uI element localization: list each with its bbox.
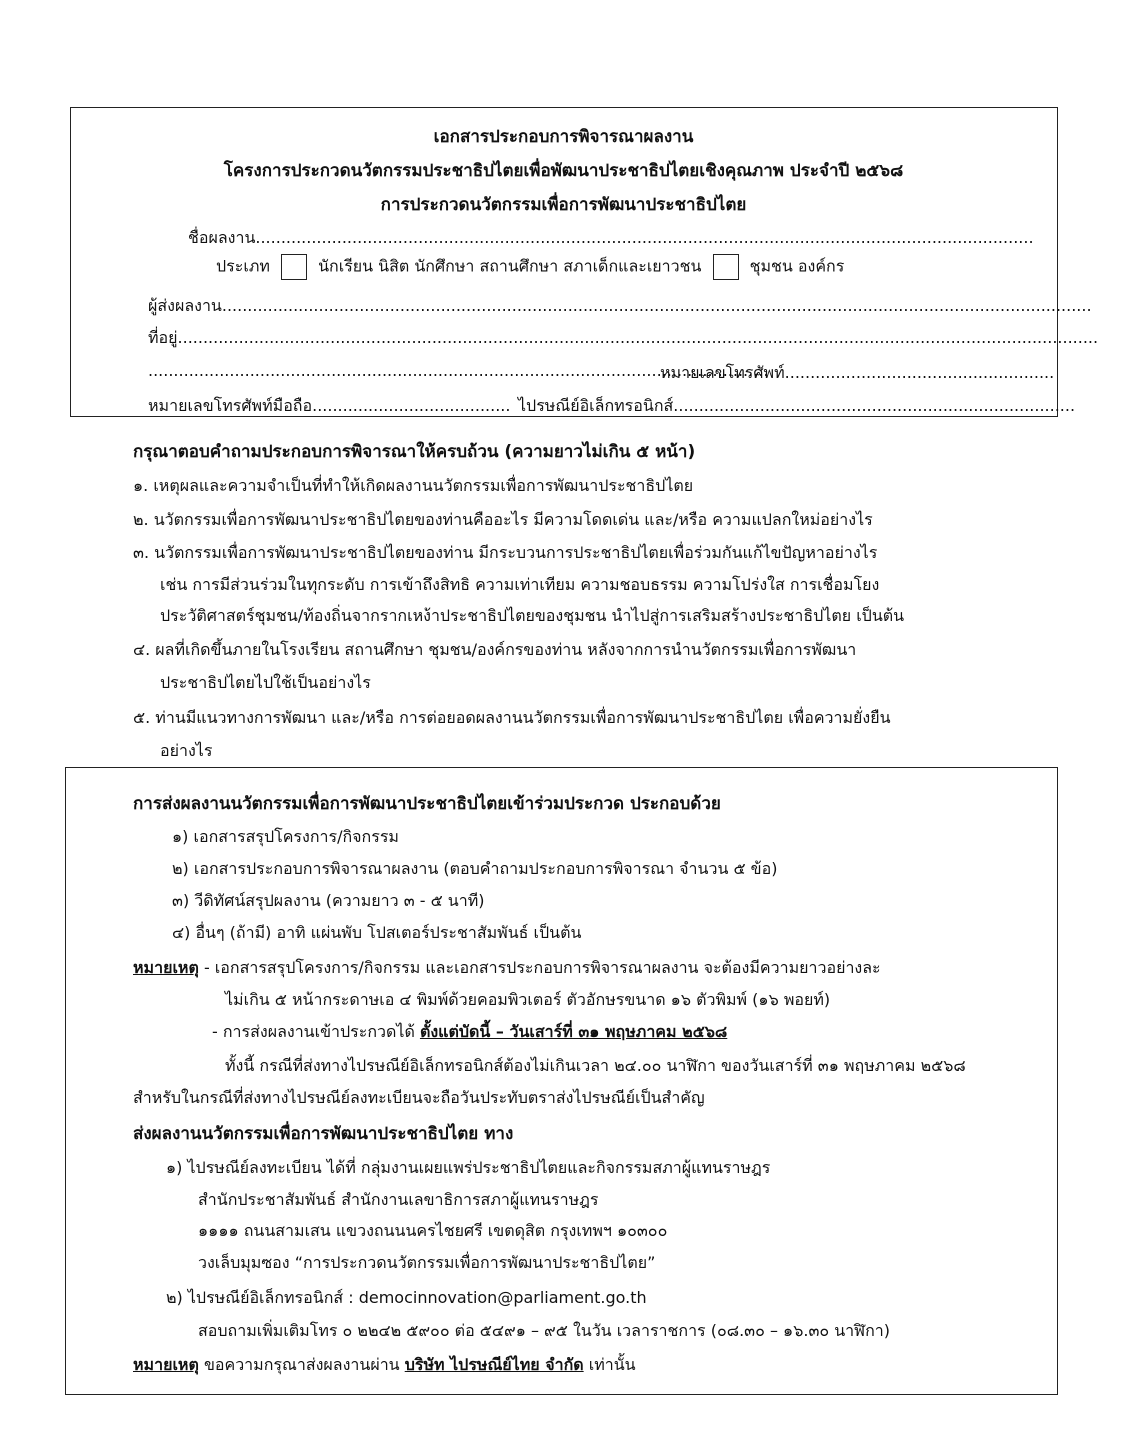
note-3-line-2: สำหรับในกรณีที่ส่งทางไปรษณีย์ลงทะเบียนจะถือวันประทับตราส่งไปรษณีย์เป็นสำคัญ xyxy=(133,1088,705,1107)
final-note-label: หมายเหตุ xyxy=(133,1355,199,1374)
note-1-text: - เอกสารสรุปโครงการ/กิจกรรม และเอกสารประกอบการพิจารณาผลงาน จะต้องมีความยาวอย่างละ xyxy=(198,958,881,977)
note-label: หมายเหตุ xyxy=(133,958,199,977)
address-field[interactable]: ที่อยู่..................................................................................................................................................................................... xyxy=(148,328,1099,347)
type-community-checkbox[interactable] xyxy=(713,254,739,280)
submission-item-4: ๔) อื่นๆ (ถ้ามี) อาทิ แผ่นพับ โปสเตอร์ประชาสัมพันธ์ เป็นต้น xyxy=(172,923,582,942)
sender-field[interactable]: ผู้ส่งผลงาน........................................................................................................................................................................... xyxy=(148,296,1092,315)
address-line2-field[interactable]: .......................................................................................................................... xyxy=(148,361,769,380)
form-title-3: การประกวดนวัตกรรมเพื่อการพัฒนาประชาธิปไตย xyxy=(380,195,747,215)
type-student-label: นักเรียน นิสิต นักศึกษา สถานศึกษา สภาเด็กและเยาวชน xyxy=(318,256,702,276)
question-4-line-2: ประชาธิปไตยไปใช้เป็นอย่างไร xyxy=(160,673,371,692)
question-3-line-2: เช่น การมีส่วนร่วมในทุกระดับ การเข้าถึงสิทธิ ความเท่าเทียม ความชอบธรรม ความโปร่งใส การเชื่อมโยง xyxy=(160,575,880,594)
type-label: ประเภท xyxy=(216,256,270,276)
note-1-line-1 xyxy=(133,956,881,981)
phone-field[interactable]: หมายเลขโทรศัพท์..................................................... xyxy=(660,363,1055,382)
note-1-line-2: ไม่เกิน ๕ หน้ากระดาษเอ ๔ พิมพ์ด้วยคอมพิวเตอร์ ตัวอักษรขนาด ๑๖ ตัวพิมพ์ (๑๖ พอยท์) xyxy=(225,990,831,1009)
final-note xyxy=(133,1353,636,1378)
submission-item-2: ๒) เอกสารประกอบการพิจารณาผลงาน (ตอบคำถามประกอบการพิจารณา จำนวน ๕ ข้อ) xyxy=(172,859,778,878)
question-3-line-3: ประวัติศาสตร์ชุมชน/ท้องถิ่นจากรากเหง้าประชาธิปไตยของชุมชน นำไปสู่การเสริมสร้างประชาธิปไตย เป็นต้น xyxy=(160,606,905,625)
question-5-line-2: อย่างไร xyxy=(160,741,213,760)
question-4-line-1: ๔. ผลที่เกิดขึ้นภายในโรงเรียน สถานศึกษา ชุมชน/องค์กรของท่าน หลังจากการนำนวัตกรรมเพื่อการพัฒนา xyxy=(133,640,857,659)
type-student-checkbox[interactable] xyxy=(281,254,307,280)
post-1-line-1: ๑) ไปรษณีย์ลงทะเบียน ได้ที่ กลุ่มงานเผยแพร่ประชาธิปไตยและกิจกรรมสภาผู้แทนราษฎร xyxy=(166,1158,771,1177)
final-note-text: ขอความกรุณาส่งผลงานผ่าน xyxy=(198,1355,405,1374)
question-1: ๑. เหตุผลและความจำเป็นที่ทำให้เกิดผลงานนวัตกรรมเพื่อการพัฒนาประชาธิปไตย xyxy=(133,476,694,495)
type-row xyxy=(216,254,844,280)
final-note-company: บริษัท ไปรษณีย์ไทย จำกัด xyxy=(404,1355,584,1374)
form-title-1: เอกสารประกอบการพิจารณาผลงาน xyxy=(433,127,694,147)
note-2 xyxy=(212,1020,727,1045)
note-2-prefix: - การส่งผลงานเข้าประกวดได้ xyxy=(212,1022,420,1041)
send-heading: ส่งผลงานนวัตกรรมเพื่อการพัฒนาประชาธิปไตย ทาง xyxy=(133,1124,514,1144)
post-1-line-2: สำนักประชาสัมพันธ์ สำนักงานเลขาธิการสภาผู้แทนราษฎร xyxy=(198,1190,599,1209)
post-2-line-1: ๒) ไปรษณีย์อิเล็กทรอนิกส์ : democinnovation@parliament.go.th xyxy=(166,1288,647,1307)
type-community-label: ชุมชน องค์กร xyxy=(749,256,845,276)
work-name-field[interactable]: ชื่อผลงาน......................................................................................................................................................... xyxy=(188,228,1034,247)
note-3-line-1: ทั้งนี้ กรณีที่ส่งทางไปรษณีย์อิเล็กทรอนิกส์ต้องไม่เกินเวลา ๒๔.๐๐ นาฬิกา ของวันเสาร์ที่ ๓๑ พฤษภาคม ๒๕๖๘ xyxy=(225,1056,966,1075)
form-title-2: โครงการประกวดนวัตกรรมประชาธิปไตยเพื่อพัฒนาประชาธิปไตยเชิงคุณภาพ ประจำปี ๒๕๖๘ xyxy=(223,161,904,181)
questions-heading: กรุณาตอบคำถามประกอบการพิจารณาให้ครบถ้วน (ความยาวไม่เกิน ๕ หน้า) xyxy=(133,442,696,462)
email-field[interactable]: ไปรษณีย์อิเล็กทรอนิกส์............................................................................... xyxy=(518,396,1076,415)
question-5-line-1: ๕. ท่านมีแนวทางการพัฒนา และ/หรือ การต่อยอดผลงานนวัตกรรมเพื่อการพัฒนาประชาธิปไตย เพื่อความยั่งยืน xyxy=(133,708,891,727)
question-2: ๒. นวัตกรรมเพื่อการพัฒนาประชาธิปไตยของท่านคืออะไร มีความโดดเด่น และ/หรือ ความแปลกใหม่อย่างไร xyxy=(133,510,873,529)
post-1-line-4: วงเล็บมุมซอง “การประกวดนวัตกรรมเพื่อการพัฒนาประชาธิปไตย” xyxy=(198,1253,656,1272)
post-2-line-2: สอบถามเพิ่มเติมโทร ๐ ๒๒๔๒ ๕๙๐๐ ต่อ ๕๔๙๑ – ๙๕ ในวัน เวลาราชการ (๐๘.๓๐ – ๑๖.๓๐ นาฬิกา) xyxy=(198,1321,890,1340)
question-3-line-1: ๓. นวัตกรรมเพื่อการพัฒนาประชาธิปไตยของท่าน มีกระบวนการประชาธิปไตยเพื่อร่วมกันแก้ไขปัญหาอย่างไร xyxy=(133,543,878,562)
post-1-line-3: ๑๑๑๑ ถนนสามเสน แขวงถนนนครไชยศรี เขตดุสิต กรุงเทพฯ ๑๐๓๐๐ xyxy=(198,1221,668,1240)
mobile-field[interactable]: หมายเลขโทรศัพท์มือถือ....................................... xyxy=(148,396,511,415)
final-note-end: เท่านั้น xyxy=(583,1355,636,1374)
submission-item-1: ๑) เอกสารสรุปโครงการ/กิจกรรม xyxy=(172,827,399,846)
submission-item-3: ๓) วีดิทัศน์สรุปผลงาน (ความยาว ๓ - ๕ นาที) xyxy=(172,891,485,910)
submission-heading: การส่งผลงานนวัตกรรมเพื่อการพัฒนาประชาธิปไตยเข้าร่วมประกวด ประกอบด้วย xyxy=(133,794,721,814)
deadline-text: ตั้งแต่บัดนี้ – วันเสาร์ที่ ๓๑ พฤษภาคม ๒๕๖๘ xyxy=(419,1022,728,1041)
